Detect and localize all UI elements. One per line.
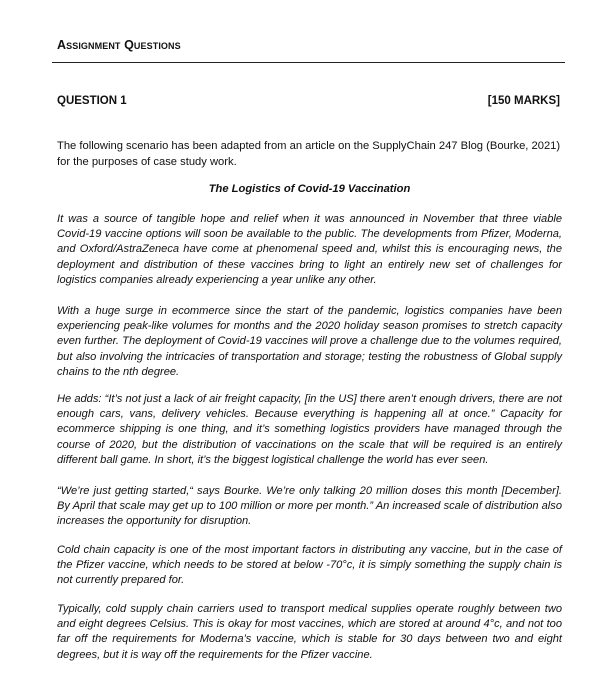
section-title: Assignment Questions [57, 38, 181, 52]
article-paragraph: “We’re just getting started,“ says Bourke. We’re only talking 20 million doses this month [December]. By April that scale may get up to 100 million or more per month.” An increased scale of distribution also increases the opportunity for disruption. [57, 485, 562, 528]
article-title: The Logistics of Covid-19 Vaccination [208, 183, 411, 195]
header-divider [52, 62, 565, 63]
question-label: QUESTION 1 [57, 95, 127, 107]
article-paragraph: He adds: “It’s not just a lack of air freight capacity, [in the US] there aren’t enough drivers, there are not enough cars, vans, delivery vehicles. Because everything is happening all at once.” Capacity for ecommerce shipping is one thing, and it’s something logistics providers have managed through the course of 2020, but the distribution of vaccinations on the scale that will be required is an entirely different ball game. In short, it’s the biggest logistical challenge the world has ever seen. [57, 393, 562, 466]
intro-paragraph: The following scenario has been adapted from an article on the SupplyChain 247 Blog (Bourke, 2021) for the purposes of case study work. [57, 140, 561, 168]
article-paragraph: Cold chain capacity is one of the most important factors in distributing any vaccine, but in the case of the Pfizer vaccine, which needs to be stored at below -70°c, it is simply something the supply chain is not currently prepared for. [57, 544, 562, 587]
article-paragraph: It was a source of tangible hope and relief when it was announced in November that three viable Covid-19 vaccine options will soon be available to the public. The developments from Pfizer, Moderna, and Oxford/AstraZeneca have come at phenomenal speed and, whilst this is encouraging news, the deployment and distribution of these vaccines bring to light an entirely new set of challenges for logistics companies already experiencing a year unlike any other. [57, 213, 562, 286]
question-marks: [150 MARKS] [487, 95, 560, 107]
article-paragraph: With a huge surge in ecommerce since the start of the pandemic, logistics companies have been experiencing peak-like volumes for months and the 2020 holiday season promises to stretch capacity even further. The deployment of Covid-19 vaccines will prove a challenge due to the volumes required, but also involving the intricacies of transportation and storage; testing the robustness of Global supply chains to the nth degree. [57, 305, 562, 378]
article-paragraph: Typically, cold supply chain carriers used to transport medical supplies operate roughly between two and eight degrees Celsius. This is okay for most vaccines, which are stored at around 4°c, and not too far off the requirements for Moderna’s vaccine, which is stable for 30 days between two and eight degrees, but it is way off the requirements for the Pfizer vaccine. [57, 603, 562, 661]
